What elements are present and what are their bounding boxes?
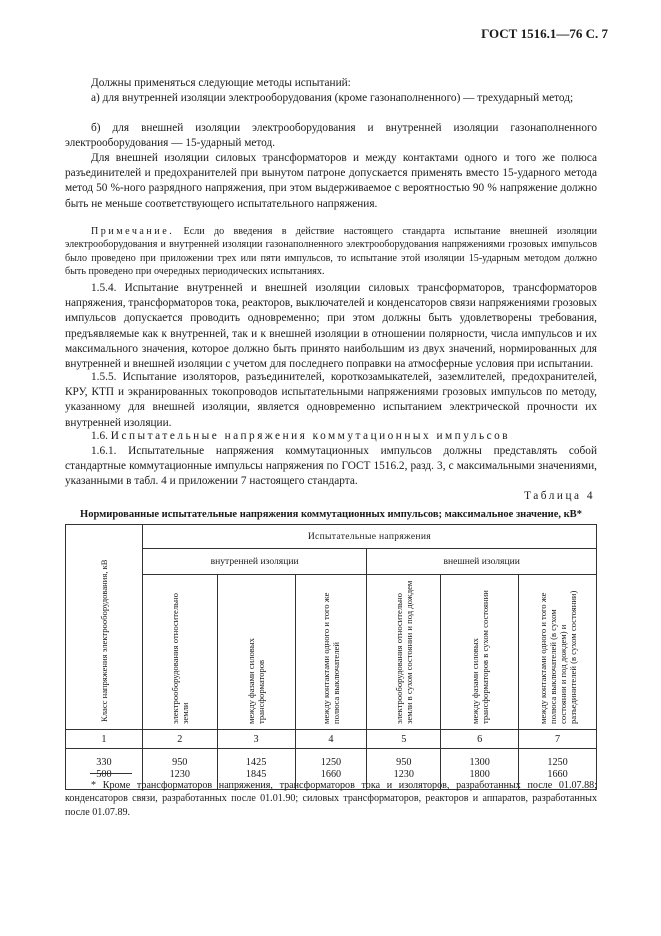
footnote: * Кроме трансформаторов напряжения, трансформаторов тока и изоляторов, разработанных после 01.07.88; конденсаторов связи, разработанных после 01.01.90; силовых трансформаторов, реакторов и аппаратов, разработанных после 01.07.89.: [65, 780, 597, 818]
table-cell: 330 500: [66, 749, 143, 790]
note: [65, 225, 597, 278]
paragraph-external-insulation: Для внешней изоляции силовых трансформаторов и между контактами одного и того же полюса разъединителей и предохранителей при вынутом патроне допускается применять вместо 15-ударного метода метод 50 %-ного разрядного напряжения, при этом выдерживаемое с вероятностью 90 % напряжение должно быть не меньше соответствующего испытательного напряжения.: [65, 152, 597, 210]
header-external-insulation: внешней изоляции: [367, 549, 597, 575]
methods-intro: Должны применяться следующие методы испытаний:: [91, 77, 351, 89]
col-number: 5: [367, 730, 441, 749]
paragraph-1-6-1: 1.6.1. Испытательные напряжения коммутационных импульсов должны представлять собой стандартные коммутационные импульсы напряжения по ГОСТ 1516.2, разд. 3, с максимальными значениями, указанными в табл. 4 и приложении 7 настоящего стандарта.: [65, 445, 597, 488]
header-test-voltages: Испытательные напряжения: [142, 525, 596, 549]
method-a: а) для внутренней изоляции электрооборудования (кроме газонаполненного) — трехударный метод;: [91, 92, 574, 104]
header-col-2: электрооборудования относительно земли: [142, 575, 217, 730]
header-col-6: между фазами силовых трансформаторов в сухом состоянии: [441, 575, 519, 730]
col-number: 3: [217, 730, 295, 749]
table-cell: 1250 1660: [295, 749, 367, 790]
table-cell: 950 1230: [142, 749, 217, 790]
method-b: б) для внешней изоляции электрооборудования и внутренней изоляции газонаполненного электрооборудования — 15-ударный метод.: [65, 122, 597, 150]
note-label: Примечание.: [91, 226, 175, 237]
header-voltage-class: Класс напряжения электрооборудования, кВ: [66, 525, 143, 730]
header-col-5: электрооборудования относительно земли в сухом состоянии и под дождем: [367, 575, 441, 730]
table-cell: 1250 1660: [519, 749, 597, 790]
table-cell: 950 1230: [367, 749, 441, 790]
table-cell: 1300 1800: [441, 749, 519, 790]
col-number: 7: [519, 730, 597, 749]
page-header: ГОСТ 1516.1—76 С. 7: [481, 26, 608, 41]
header-internal-insulation: внутренней изоляции: [142, 549, 367, 575]
col-number: 1: [66, 730, 143, 749]
section-number: 1.6.: [91, 430, 108, 442]
col-number: 2: [142, 730, 217, 749]
header-col-7: между контактами одного и того же полюса выключателей (в сухом состоянии и под дождем) и разъединителей (в сухом состоянии): [519, 575, 597, 730]
col-number: 6: [441, 730, 519, 749]
header-col-3: между фазами силовых трансформаторов: [217, 575, 295, 730]
note-text: Если до введения в действие настоящего стандарта испытание внешней изоляции электрооборудования и внутренней изоляции газонаполненного электрооборудования напряжениями грозовых импульсов было проведено при приложении трех или пяти импульсов, то испытание этой изоляции 15-ударным методом должно быть проведено при очередных периодических испытаниях.: [65, 226, 597, 277]
table-caption: Таблица 4: [524, 490, 595, 502]
table-title: Нормированные испытательные напряжения коммутационных импульсов; максимальное значение, кВ*: [80, 509, 582, 520]
column-numbers-row: [66, 730, 597, 749]
section-title: Испытательные напряжения коммутационных импульсов: [110, 430, 511, 442]
paragraph-1-5-5: 1.5.5. Испытание изоляторов, разъединителей, короткозамыкателей, заземлителей, предохранителей, КРУ, КТП и экранированных токопроводов испытательными напряжениями грозовых импульсов по методу, указанному для внешней изоляции, является одновременно испытанием электрической прочности их внутренней изоляции.: [65, 371, 597, 429]
header-col-4: между контактами одного и того же полюса выключателей: [295, 575, 367, 730]
test-voltage-table: [65, 524, 597, 790]
paragraph-1-5-4: 1.5.4. Испытание внутренней и внешней изоляции силовых трансформаторов, трансформаторов напряжения, трансформаторов тока, реакторов, выключателей и конденсаторов связи напряжениями грозовых импульсов допускается проводить одновременно; при этом должны быть удовлетворены требования, предъявляемые как к внутренней, так и к внешней изоляции в отношении полярности, числа импульсов и их максимального значения, которое должно быть принято наибольшим из двух значений, нормированных для внутренней и внешней изоляции с учетом для последнего поправки на атмосферные условия при испытании.: [65, 282, 597, 371]
footnote-divider: [90, 773, 132, 774]
table-cell: 1425 1845: [217, 749, 295, 790]
col-number: 4: [295, 730, 367, 749]
section-1-6-heading: [65, 429, 597, 444]
